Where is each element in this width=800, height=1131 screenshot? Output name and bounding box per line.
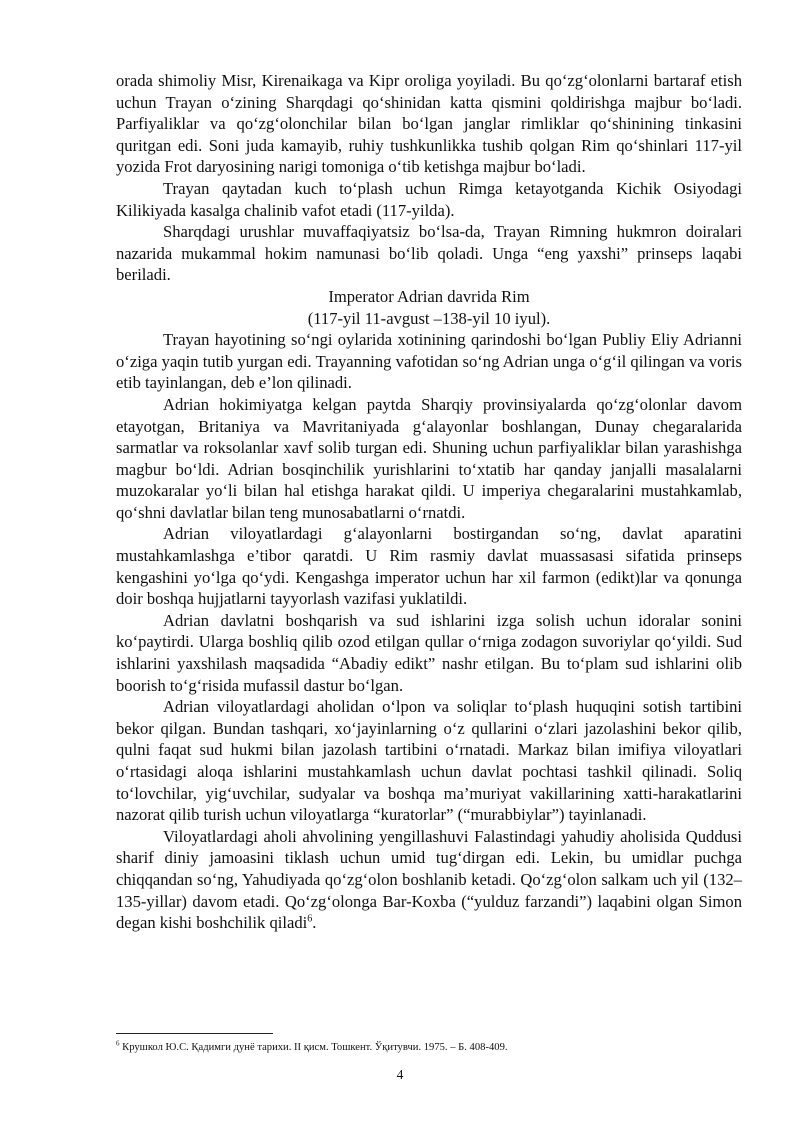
paragraph-8: Adrian viloyatlardagi aholidan o‘lpon va soliqlar to‘plash huquqini sotish tartibini bekor qilgan. Bundan tashqari, xo‘jayinlarning o‘z qullarini o‘zlari jazolashini bekor qilib, qulni faqat sud hukmi bilan jazolash tartibini o‘rnatadi. Markaz bilan imifiya viloyatlari o‘rtasidagi aloqa ishlarini mustahkamlash uchun davlat pochtasi tashkil qilinadi. Soliq to‘lovchilar, yig‘uvchilar, sudyalar va boshqa ma’muriyat vakillarining xatti-harakatlarini nazorat qilib turish uchun viloyatlarga “kuratorlar” (“murabbiylar”) tayinlanadi.: [116, 697, 742, 825]
paragraph-9-text: Viloyatlardagi aholi ahvolining yengillashuvi Falastindagi yahudiy aholisida Quddusi sharif diniy jamoasini tiklash uchun umid tug‘dirgan edi. Lekin, bu umidlar puchga chiqqandan so‘ng, Yahudiyada qo‘zg‘olon boshlanib ketadi. Qo‘zg‘olon salkam uch yil (132–135-yillar) davom etadi. Qo‘zg‘olonga Bar-Koxba (“yulduz farzandi”) laqabini olgan Simon degan kishi boshchilik qiladi: [116, 826, 742, 933]
page-number: 4: [396, 1067, 404, 1082]
section-heading: Imperator Adrian davrida Rim: [328, 286, 530, 306]
paragraph-3: Sharqdagi urushlar muvaffaqiyatsiz bo‘lsa-da, Trayan Rimning hukmron doiralari nazarida mukammal hokim namunasi bo‘lib qoladi. Unga “eng yaxshi” prinseps laqabi beriladi.: [116, 222, 742, 285]
section-heading-dates: (117-yil 11-avgust –138-yil 10 iyul).: [307, 308, 551, 328]
paragraph-9: [116, 826, 742, 934]
paragraph-2: Trayan qaytadan kuch to‘plash uchun Rimga ketayotganda Kichik Osiyodagi Kilikiyada kasalga chalinib vafot etadi (117-yilda).: [116, 178, 742, 220]
footnote-number: 6: [116, 1039, 120, 1048]
paragraph-5: Adrian hokimiyatga kelgan paytda Sharqiy provinsiyalarda qo‘zg‘olonlar davom etayotgan, Britaniya va Mavritaniyada g‘alayonlar boshlangan, Dunay chegaralarida sarmatlar va roksolanlar xavf solib turgan edi. Shuning uchun parfiyaliklar bilan yarashishga magbur bo‘ldi. Adrian bosqinchilik yurishlarini to‘xtatib har qanday janjalli masalalarni muzokaralar yo‘li bilan hal etishga harakat qildi. U imperiya chegaralarini mustahkamlab, qo‘shni davlatlar bilan teng munosabatlarni o‘rnatdi.: [116, 394, 742, 522]
paragraph-4: Trayan hayotining so‘ngi oylarida xotinining qarindoshi bo‘lgan Publiy Eliy Adrianni o‘ziga yaqin tutib yurgan edi. Trayanning vafotidan so‘ng Adrian unga o‘g‘il qilingan va voris etib tayinlangan, deb e’lon qilinadi.: [116, 330, 742, 393]
footnote: [116, 1041, 742, 1054]
footnote-divider: [116, 1033, 273, 1034]
paragraph-1: orada shimoliy Misr, Kirenaikaga va Kipr oroliga yoyiladi. Bu qo‘zg‘olonlarni bartaraf etish uchun Trayan o‘zining Sharqdagi qo‘shinidan katta qismini qoldirishga majbur bo‘ladi. Parfiyaliklar va qo‘zg‘olonchilar bilan bo‘lgan janglar rimliklar qo‘shinining tinkasini quritgan edi. Soni juda kamayib, ruhiy tushkunlikka tushib qolgan Rim qo‘shinlari 117-yil yozida Frot daryosining narigi tomoniga o‘tib ketishga majbur bo‘ladi.: [116, 71, 742, 177]
footnote-reference[interactable]: 6: [307, 913, 313, 925]
page-body: [116, 70, 742, 934]
paragraph-6: Adrian viloyatlardagi g‘alayonlarni bostirgandan so‘ng, davlat aparatini mustahkamlashga e’tibor qaratdi. U Rim rasmiy davlat muassasasi sifatida prinseps kengashini yo‘lga qo‘ydi. Kengashga imperator uchun har xil farmon (edikt)lar va qonunga doir boshqa hujjatlarni tayyorlash vazifasi yuklatildi.: [116, 524, 742, 609]
paragraph-9-trail: .: [312, 913, 317, 933]
footnote-text: Крушкол Ю.С. Қадимги дунё тарихи. II қисм. Тошкент. Ўқитувчи. 1975. – Б. 408-409.: [119, 1042, 508, 1053]
paragraph-7: Adrian davlatni boshqarish va sud ishlarini izga solish uchun idoralar sonini ko‘paytirdi. Ularga boshliq qilib ozod etilgan qullar o‘rniga zodagon suvoriylar qo‘yildi. Sud ishlarini yaxshilash maqsadida “Abadiy edikt” nashr etilgan. Bu to‘plam sud ishlarini olib boorish to‘g‘risida mufassil dastur bo‘lgan.: [116, 610, 742, 695]
